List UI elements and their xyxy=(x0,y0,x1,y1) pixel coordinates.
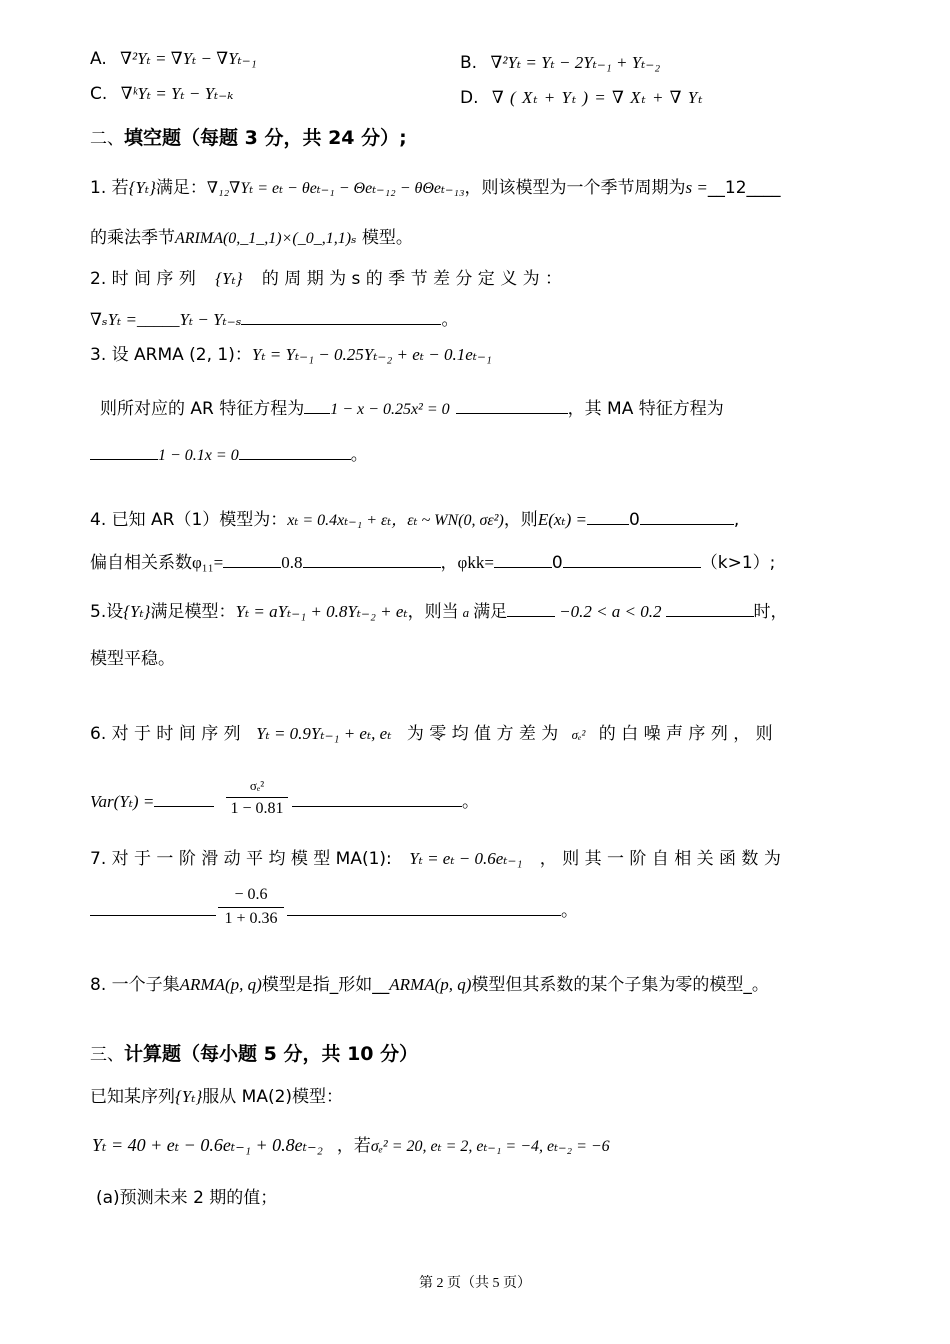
text: 6. 对 于 时 间 序 列 xyxy=(90,724,241,744)
blank-line xyxy=(507,599,555,617)
text: 5.设 xyxy=(90,602,124,622)
fraction-numerator: σₑ² xyxy=(226,778,288,798)
text: 服从 MA(2)模型： xyxy=(202,1087,344,1107)
formula: Yₜ = 0.9Yₜ₋₁ + eₜ, eₜ xyxy=(256,724,392,743)
question-3-line-1 xyxy=(90,344,492,366)
question-2-line-2 xyxy=(90,307,458,331)
blank-line xyxy=(223,550,281,568)
answer: 0 xyxy=(551,553,563,573)
question-7-line-2-left xyxy=(90,898,216,922)
blank-line xyxy=(90,898,216,916)
blank-line xyxy=(456,396,568,414)
option-letter: B. xyxy=(460,53,478,73)
option-letter: D. xyxy=(460,88,479,108)
text: 1. 若 xyxy=(90,178,129,198)
formula: Yₜ = aYₜ₋₁ + 0.8Yₜ₋₂ + eₜ xyxy=(235,602,408,621)
text: 已知某序列 xyxy=(90,1087,175,1107)
text: 4. 已知 AR（1）模型为： xyxy=(90,510,288,530)
option-formula: ∇ ( Xₜ + Yₜ ) = ∇ Xₜ + ∇ Yₜ xyxy=(491,88,704,107)
formula: ARIMA(0,_1_,1)×(_0_,1,1)ₛ xyxy=(175,230,357,247)
blank-line xyxy=(640,507,734,525)
text: ，则当 xyxy=(407,602,459,622)
formula: φkk= xyxy=(457,553,494,572)
question-3-line-3 xyxy=(90,442,368,467)
blank-line xyxy=(304,396,330,414)
formula: xₜ = 0.4xₜ₋₁ + εₜ，εₜ ~ WN(0, σε²) xyxy=(287,512,504,529)
text: ， xyxy=(440,553,458,573)
formula: Yₜ = eₜ − 0.6eₜ₋₁ xyxy=(409,849,523,868)
question-5-line-2 xyxy=(90,648,175,670)
text: 模型。 xyxy=(356,228,413,248)
formula: {Yₜ} xyxy=(123,602,151,621)
question-8 xyxy=(90,974,769,996)
text: 的 周 期 为 s 的 季 节 差 分 定 义 为 ： xyxy=(261,269,563,289)
formula: Yₜ = 40 + eₜ − 0.6eₜ₋₁ + 0.8eₜ₋₂ xyxy=(92,1135,323,1155)
answer: _____Yₜ − Yₜ₋ₛ xyxy=(136,310,242,329)
question-4-line-1 xyxy=(90,507,739,532)
blank-line xyxy=(241,307,441,325)
question-6-line-1 xyxy=(90,723,773,746)
text: 的乘法季节 xyxy=(90,228,175,248)
text: 模型平稳。 xyxy=(90,649,175,669)
formula: {Yₜ} xyxy=(128,178,156,197)
text: 7. 对 于 一 阶 滑 动 平 均 模 型 MA(1): xyxy=(90,849,392,869)
calc-line-1 xyxy=(90,1086,343,1108)
question-7-answer-fraction xyxy=(218,886,284,928)
formula: σₑ² = 20, eₜ = 2, eₜ₋₁ = −4, eₜ₋₂ = −6 xyxy=(370,1138,610,1155)
formula: E(xₜ) = xyxy=(537,510,587,529)
answer: 1 − 0.1x = 0 xyxy=(158,447,239,464)
text: （k>1）; xyxy=(700,553,776,573)
text: 。 xyxy=(561,901,578,921)
question-5-line-1 xyxy=(90,599,788,624)
text: ，若 xyxy=(336,1136,371,1156)
section-number: 二、 xyxy=(90,129,124,148)
formula: s = xyxy=(685,178,708,197)
calc-line-2 xyxy=(92,1134,610,1158)
text: (a)预测未来 2 期的值； xyxy=(96,1188,278,1208)
answer: 1 − x − 0.25x² = 0 xyxy=(330,401,450,418)
formula: {Yₜ} xyxy=(215,269,243,288)
section-heading xyxy=(90,127,407,150)
text: ， 则 其 一 阶 自 相 关 函 数 为 xyxy=(539,849,781,869)
formula: ARMA(p, q) xyxy=(389,975,472,994)
formula: Var(Yₜ) = xyxy=(90,792,155,811)
text: ，则 xyxy=(503,510,538,530)
text: 。 xyxy=(350,445,368,465)
option-c xyxy=(90,83,233,105)
question-2-line-1 xyxy=(90,268,562,290)
formula: ∇₁₂∇Yₜ = eₜ − θeₜ₋₁ − Θeₜ₋₁₂ − θΘeₜ₋₁₃ xyxy=(206,180,465,197)
section-title: 填空题（每题 3 分，共 24 分）; xyxy=(124,127,407,149)
question-6-line-2-right xyxy=(292,789,479,813)
text: ，则该模型为一个季节周期为 xyxy=(464,178,686,198)
question-7-line-1 xyxy=(90,848,781,870)
answer: __12____ xyxy=(707,178,781,198)
text: 。 xyxy=(441,310,459,330)
fraction-numerator: − 0.6 xyxy=(218,886,284,908)
option-d xyxy=(460,87,703,109)
text: , xyxy=(733,510,740,530)
answer: −0.2 < a < 0.2 xyxy=(559,602,662,621)
blank-line xyxy=(90,442,158,460)
text: 模型是指_形如__ xyxy=(261,975,390,995)
formula: σₑ² xyxy=(571,727,586,742)
option-formula: ∇²Yₜ = Yₜ − 2Yₜ₋₁ + Yₜ₋₂ xyxy=(490,53,661,72)
blank-line xyxy=(494,550,552,568)
question-4-line-2 xyxy=(90,550,775,574)
text: 3. 设 ARMA (2, 1)： xyxy=(90,345,252,365)
question-1-line-2 xyxy=(90,227,413,250)
formula: ARMA(p, q) xyxy=(179,975,262,994)
blank-line xyxy=(292,789,462,807)
option-formula: ∇²Yₜ = ∇Yₜ − ∇Yₜ₋₁ xyxy=(120,49,257,68)
formula: ∇ₛYₜ = xyxy=(90,310,137,329)
formula: {Yₜ} xyxy=(175,1087,203,1106)
blank-line xyxy=(666,599,754,617)
blank-line xyxy=(154,789,214,807)
formula: φ₁₁= xyxy=(192,553,224,572)
question-6-answer-fraction xyxy=(226,778,288,818)
blank-line xyxy=(563,550,701,568)
text: 时， xyxy=(753,602,788,622)
formula: Yₜ = Yₜ₋₁ − 0.25Yₜ₋₂ + eₜ − 0.1eₜ₋₁ xyxy=(251,345,492,364)
blank-line xyxy=(287,898,561,916)
option-letter: A. xyxy=(90,49,107,69)
question-6-line-2-left xyxy=(90,789,214,813)
answer: 0.8 xyxy=(281,553,303,572)
option-formula: ∇ᵏYₜ = Yₜ − Yₜ₋ₖ xyxy=(120,84,234,103)
text: 满足 xyxy=(473,602,508,622)
blank-line xyxy=(303,550,441,568)
option-b xyxy=(460,52,660,74)
text: 模型但其系数的某个子集为零的模型_。 xyxy=(471,975,769,995)
text: 偏自相关系数 xyxy=(90,553,192,573)
text: 满足模型： xyxy=(150,602,236,622)
section-number: 三、 xyxy=(90,1045,124,1064)
fraction-denominator: 1 − 0.81 xyxy=(230,800,284,817)
option-letter: C. xyxy=(90,84,108,104)
question-3-line-2 xyxy=(100,396,724,421)
text: 满足： xyxy=(155,178,207,198)
section-heading xyxy=(90,1043,418,1066)
question-1-line-1 xyxy=(90,177,781,200)
text: 则所对应的 AR 特征方程为 xyxy=(100,399,305,419)
calc-line-3 xyxy=(96,1187,277,1209)
answer: 0 xyxy=(628,510,640,530)
text: 。 xyxy=(462,792,479,812)
text: 的 白 噪 声 序 列 ， 则 xyxy=(598,724,773,744)
fraction-denominator: 1 + 0.36 xyxy=(224,910,278,927)
question-7-line-2-right xyxy=(287,898,578,922)
page-footer: 第 2 页（共 5 页） xyxy=(419,1276,531,1291)
text: 8. 一个子集 xyxy=(90,975,180,995)
text: 2. 时 间 序 列 xyxy=(90,269,196,289)
section-title: 计算题（每小题 5 分，共 10 分） xyxy=(124,1043,419,1065)
blank-line xyxy=(587,507,629,525)
text: 为 零 均 值 方 差 为 xyxy=(406,724,559,744)
text: ，其 MA 特征方程为 xyxy=(567,399,724,419)
option-a xyxy=(90,48,257,70)
blank-line xyxy=(239,442,351,460)
formula: a xyxy=(462,605,470,620)
